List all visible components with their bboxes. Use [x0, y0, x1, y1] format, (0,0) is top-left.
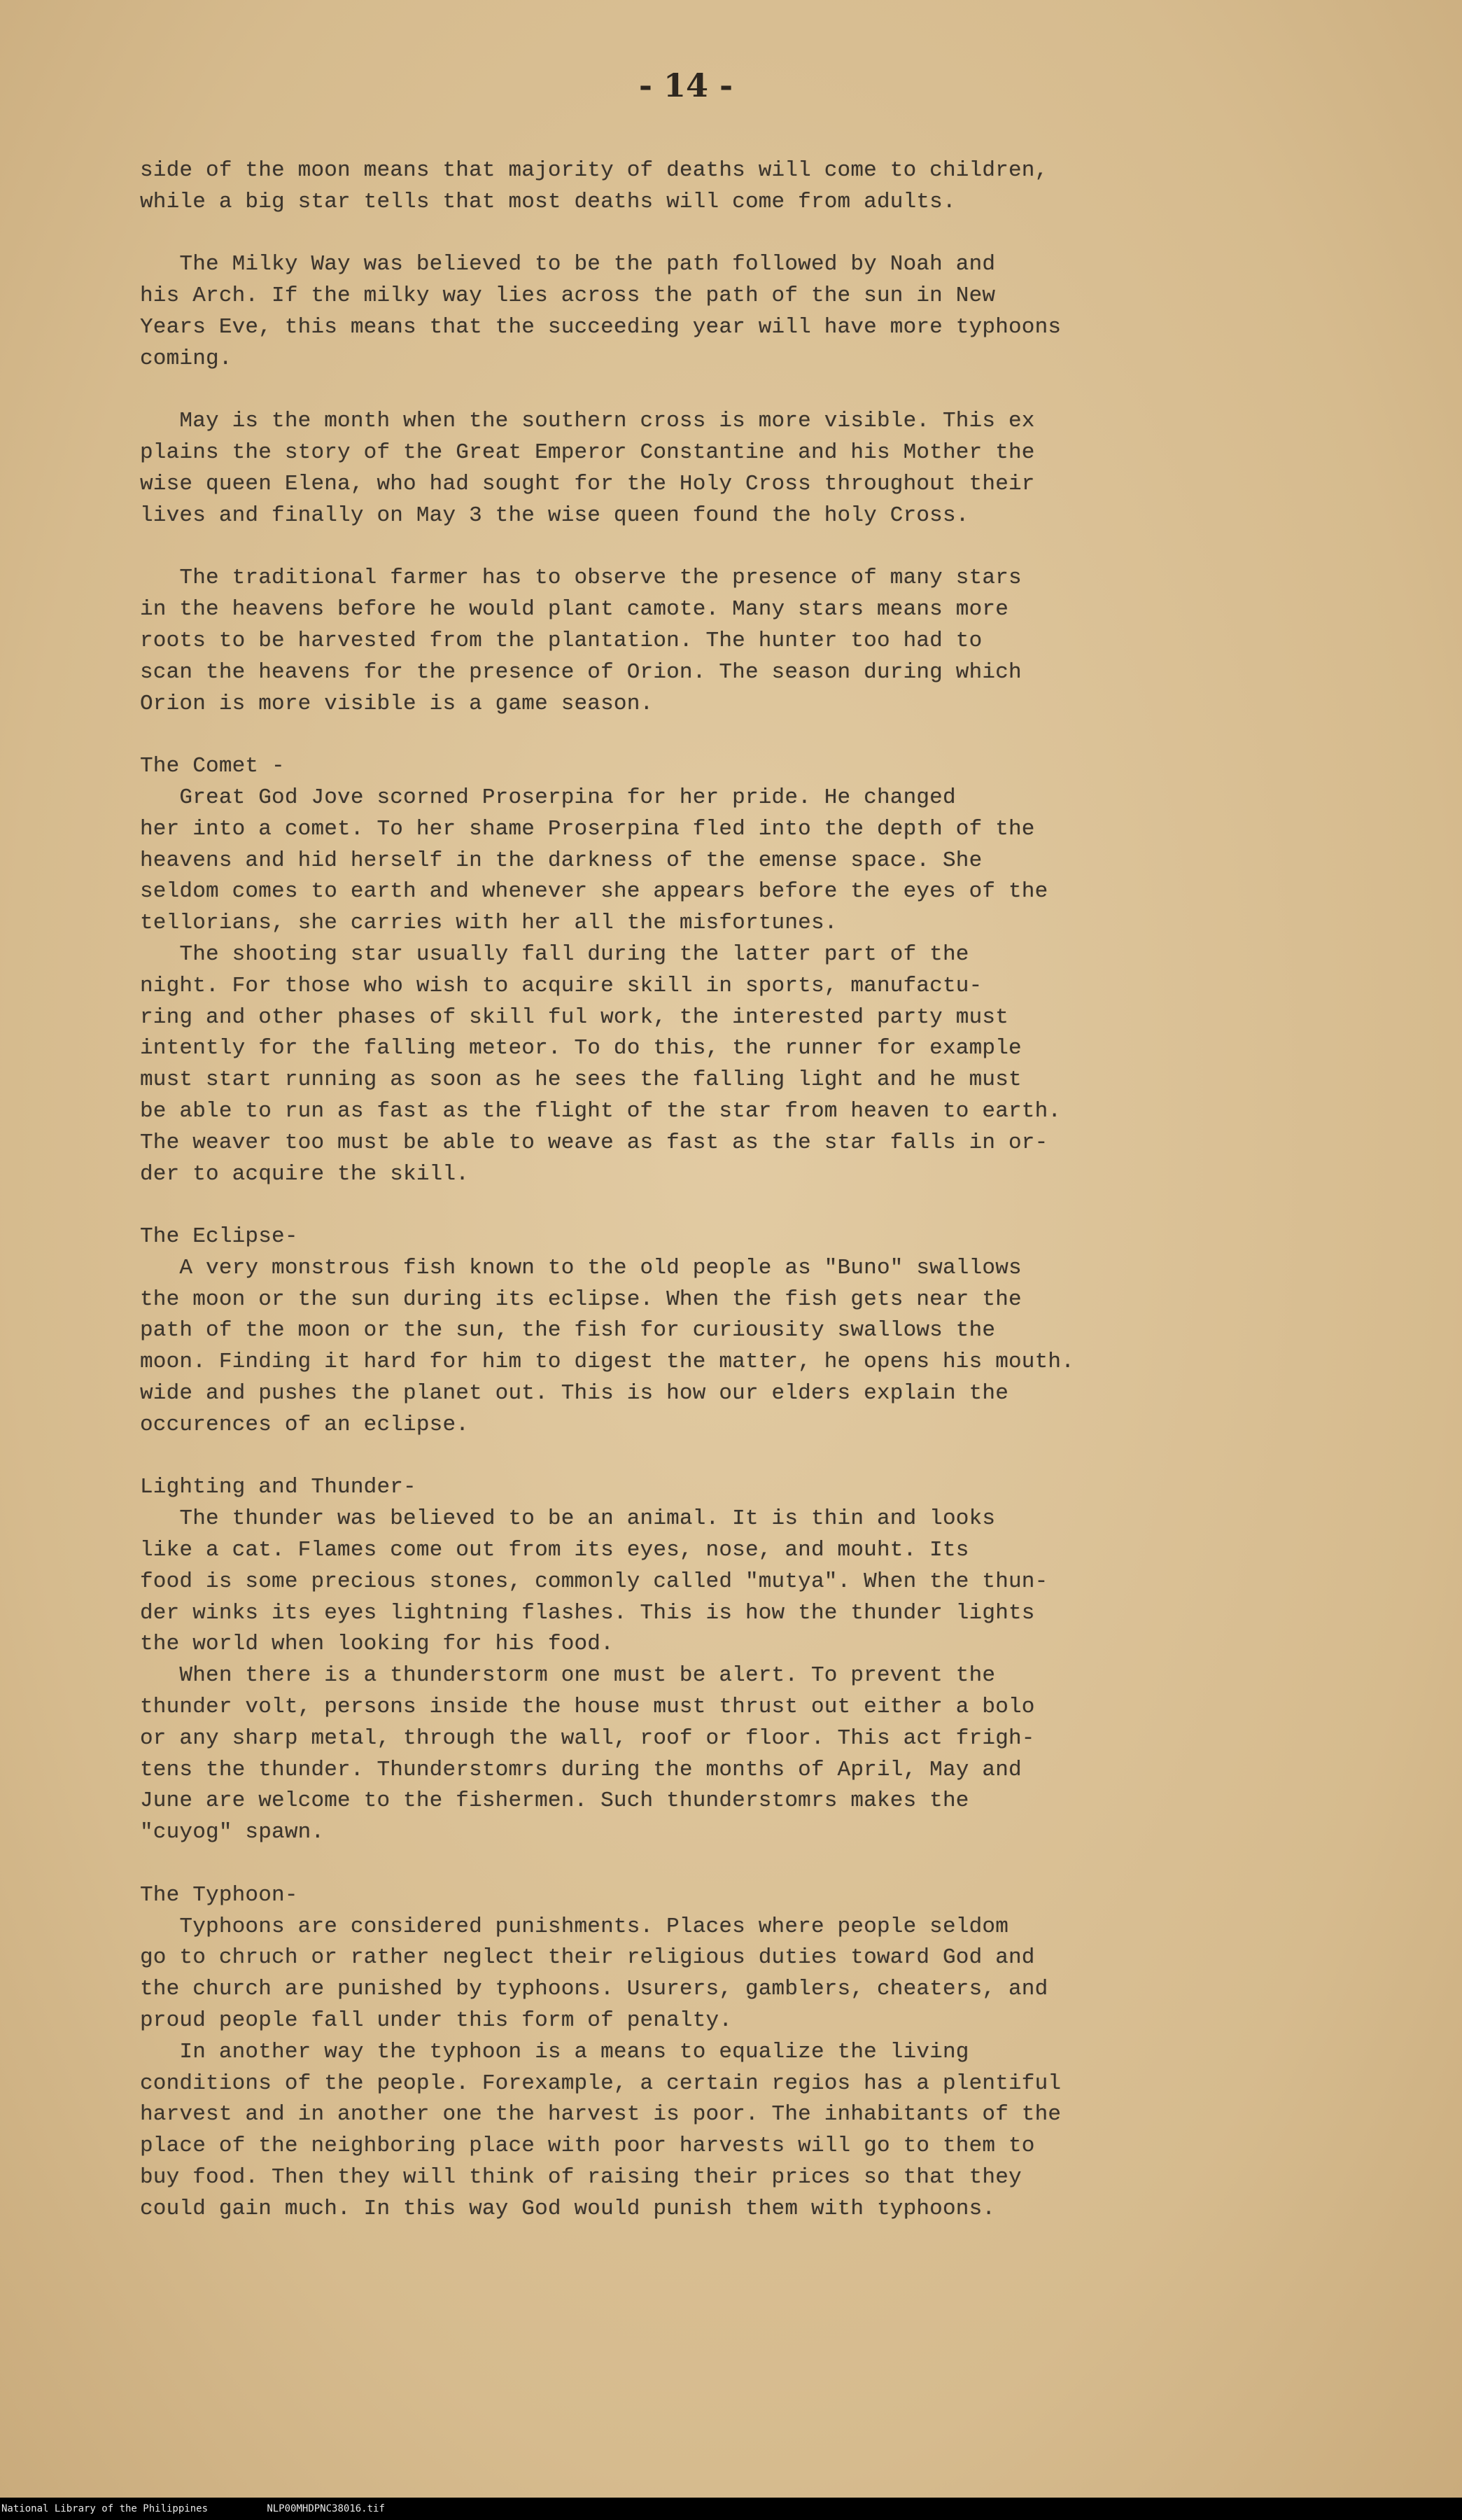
text-line: scan the heavens for the presence of Orion. The season during which — [140, 659, 1022, 685]
text-line: be able to run as fast as the flight of the star from heaven to earth. — [140, 1098, 1062, 1124]
text-line: seldom comes to earth and whenever she appears before the eyes of the — [140, 879, 1048, 904]
text-line: The shooting star usually fall during the latter part of the — [140, 941, 969, 967]
text-line: wise queen Elena, who had sought for the Holy Cross throughout their — [140, 471, 1035, 496]
text-line: or any sharp metal, through the wall, roof or floor. This act frigh- — [140, 1726, 1035, 1751]
page-number: - 14 - — [638, 66, 733, 104]
text-line: der winks its eyes lightning flashes. This is how the thunder lights — [140, 1600, 1035, 1625]
text-line: The weaver too must be able to weave as fast as the star falls in or- — [140, 1130, 1048, 1155]
text-line: Years Eve, this means that the succeeding year will have more typhoons — [140, 314, 1062, 340]
text-line: proud people fall under this form of penalty. — [140, 2008, 733, 2033]
text-line: the world when looking for his food. — [140, 1632, 614, 1657]
text-line: The thunder was believed to be an animal. It is thin and looks — [140, 1506, 996, 1532]
text-line: "cuyog" spawn. — [140, 1820, 325, 1845]
section-heading-typhoon: The Typhoon- — [140, 1882, 298, 1907]
text-line: roots to be harvested from the plantation. The hunter too had to — [140, 628, 983, 653]
text-line: food is some precious stones, commonly called "mutya". When the thun- — [140, 1569, 1048, 1594]
text-line: go to chruch or rather neglect their religious duties toward God and — [140, 1945, 1035, 1970]
text-line: Great God Jove scorned Proserpina for her pride. He changed — [140, 785, 956, 810]
text-line: ring and other phases of skill ful work, the interested party must — [140, 1004, 1008, 1030]
text-line: A very monstrous fish known to the old people as "Buno" swallows — [140, 1255, 1022, 1280]
text-line: intently for the falling meteor. To do this, the runner for example — [140, 1036, 1022, 1061]
text-line: der to acquire the skill. — [140, 1161, 470, 1186]
text-line: like a cat. Flames come out from its eyes, nose, and mouht. Its — [140, 1538, 969, 1563]
section-heading-eclipse: The Eclipse- — [140, 1224, 298, 1250]
footer-bar — [0, 2498, 1462, 2520]
text-line: his Arch. If the milky way lies across the path of the sun in New — [140, 284, 996, 309]
text-line: harvest and in another one the harvest is poor. The inhabitants of the — [140, 2102, 1062, 2127]
section-heading-comet: The Comet - — [140, 754, 285, 779]
text-line: wide and pushes the planet out. This is how our elders explain the — [140, 1381, 1008, 1406]
text-line: the church are punished by typhoons. Usurers, gamblers, cheaters, and — [140, 1977, 1048, 2002]
text-line: tellorians, she carries with her all the misfortunes. — [140, 911, 838, 936]
text-line: In another way the typhoon is a means to equalize the living — [140, 2039, 969, 2064]
text-line: heavens and hid herself in the darkness of the emense space. She — [140, 848, 983, 873]
text-line: moon. Finding it hard for him to digest the matter, he opens his mouth. — [140, 1350, 1075, 1375]
text-line: The traditional farmer has to observe the presence of many stars — [140, 566, 1022, 591]
text-line: the moon or the sun during its eclipse. When the fish gets near the — [140, 1287, 1022, 1312]
footer-library: National Library of the Philippines — [1, 2503, 209, 2514]
body-text — [140, 155, 1344, 2225]
text-line: path of the moon or the sun, the fish for curiousity swallows the — [140, 1318, 996, 1343]
text-line: The Milky Way was believed to be the path followed by Noah and — [140, 252, 996, 277]
text-line: could gain much. In this way God would punish them with typhoons. — [140, 2196, 996, 2221]
text-line: lives and finally on May 3 the wise queen found the holy Cross. — [140, 503, 969, 528]
section-heading-lightning: Lighting and Thunder- — [140, 1475, 416, 1500]
text-line: When there is a thunderstorm one must be alert. To prevent the — [140, 1663, 996, 1688]
text-line: place of the neighboring place with poor harvests will go to them to — [140, 2134, 1035, 2159]
text-line: coming. — [140, 346, 232, 371]
text-line: plains the story of the Great Emperor Constantine and his Mother the — [140, 440, 1035, 465]
text-line: her into a comet. To her shame Proserpina fled into the depth of the — [140, 816, 1035, 841]
text-line: side of the moon means that majority of deaths will come to children, — [140, 158, 1048, 183]
text-line: must start running as soon as he sees the falling light and he must — [140, 1068, 1022, 1093]
text-line: while a big star tells that most deaths will come from adults. — [140, 189, 956, 214]
text-line: occurences of an eclipse. — [140, 1412, 470, 1437]
text-line: thunder volt, persons inside the house must thrust out either a bolo — [140, 1695, 1035, 1720]
text-line: buy food. Then they will think of raising their prices so that they — [140, 2165, 1022, 2190]
text-line: in the heavens before he would plant camote. Many stars means more — [140, 597, 1008, 622]
text-line: night. For those who wish to acquire skill in sports, manufactu- — [140, 973, 983, 998]
text-line: tens the thunder. Thunderstomrs during the months of April, May and — [140, 1757, 1022, 1782]
text-line: Orion is more visible is a game season. — [140, 691, 654, 716]
text-line: May is the month when the southern cross is more visible. This ex — [140, 409, 1035, 434]
footer-filename: NLP00MHDPNC38016.tif — [267, 2503, 385, 2514]
text-line: Typhoons are considered punishments. Places where people seldom — [140, 1914, 1008, 1939]
text-line: conditions of the people. Forexample, a certain regios has a plentiful — [140, 2071, 1062, 2096]
text-line: June are welcome to the fishermen. Such thunderstomrs makes the — [140, 1788, 969, 1814]
